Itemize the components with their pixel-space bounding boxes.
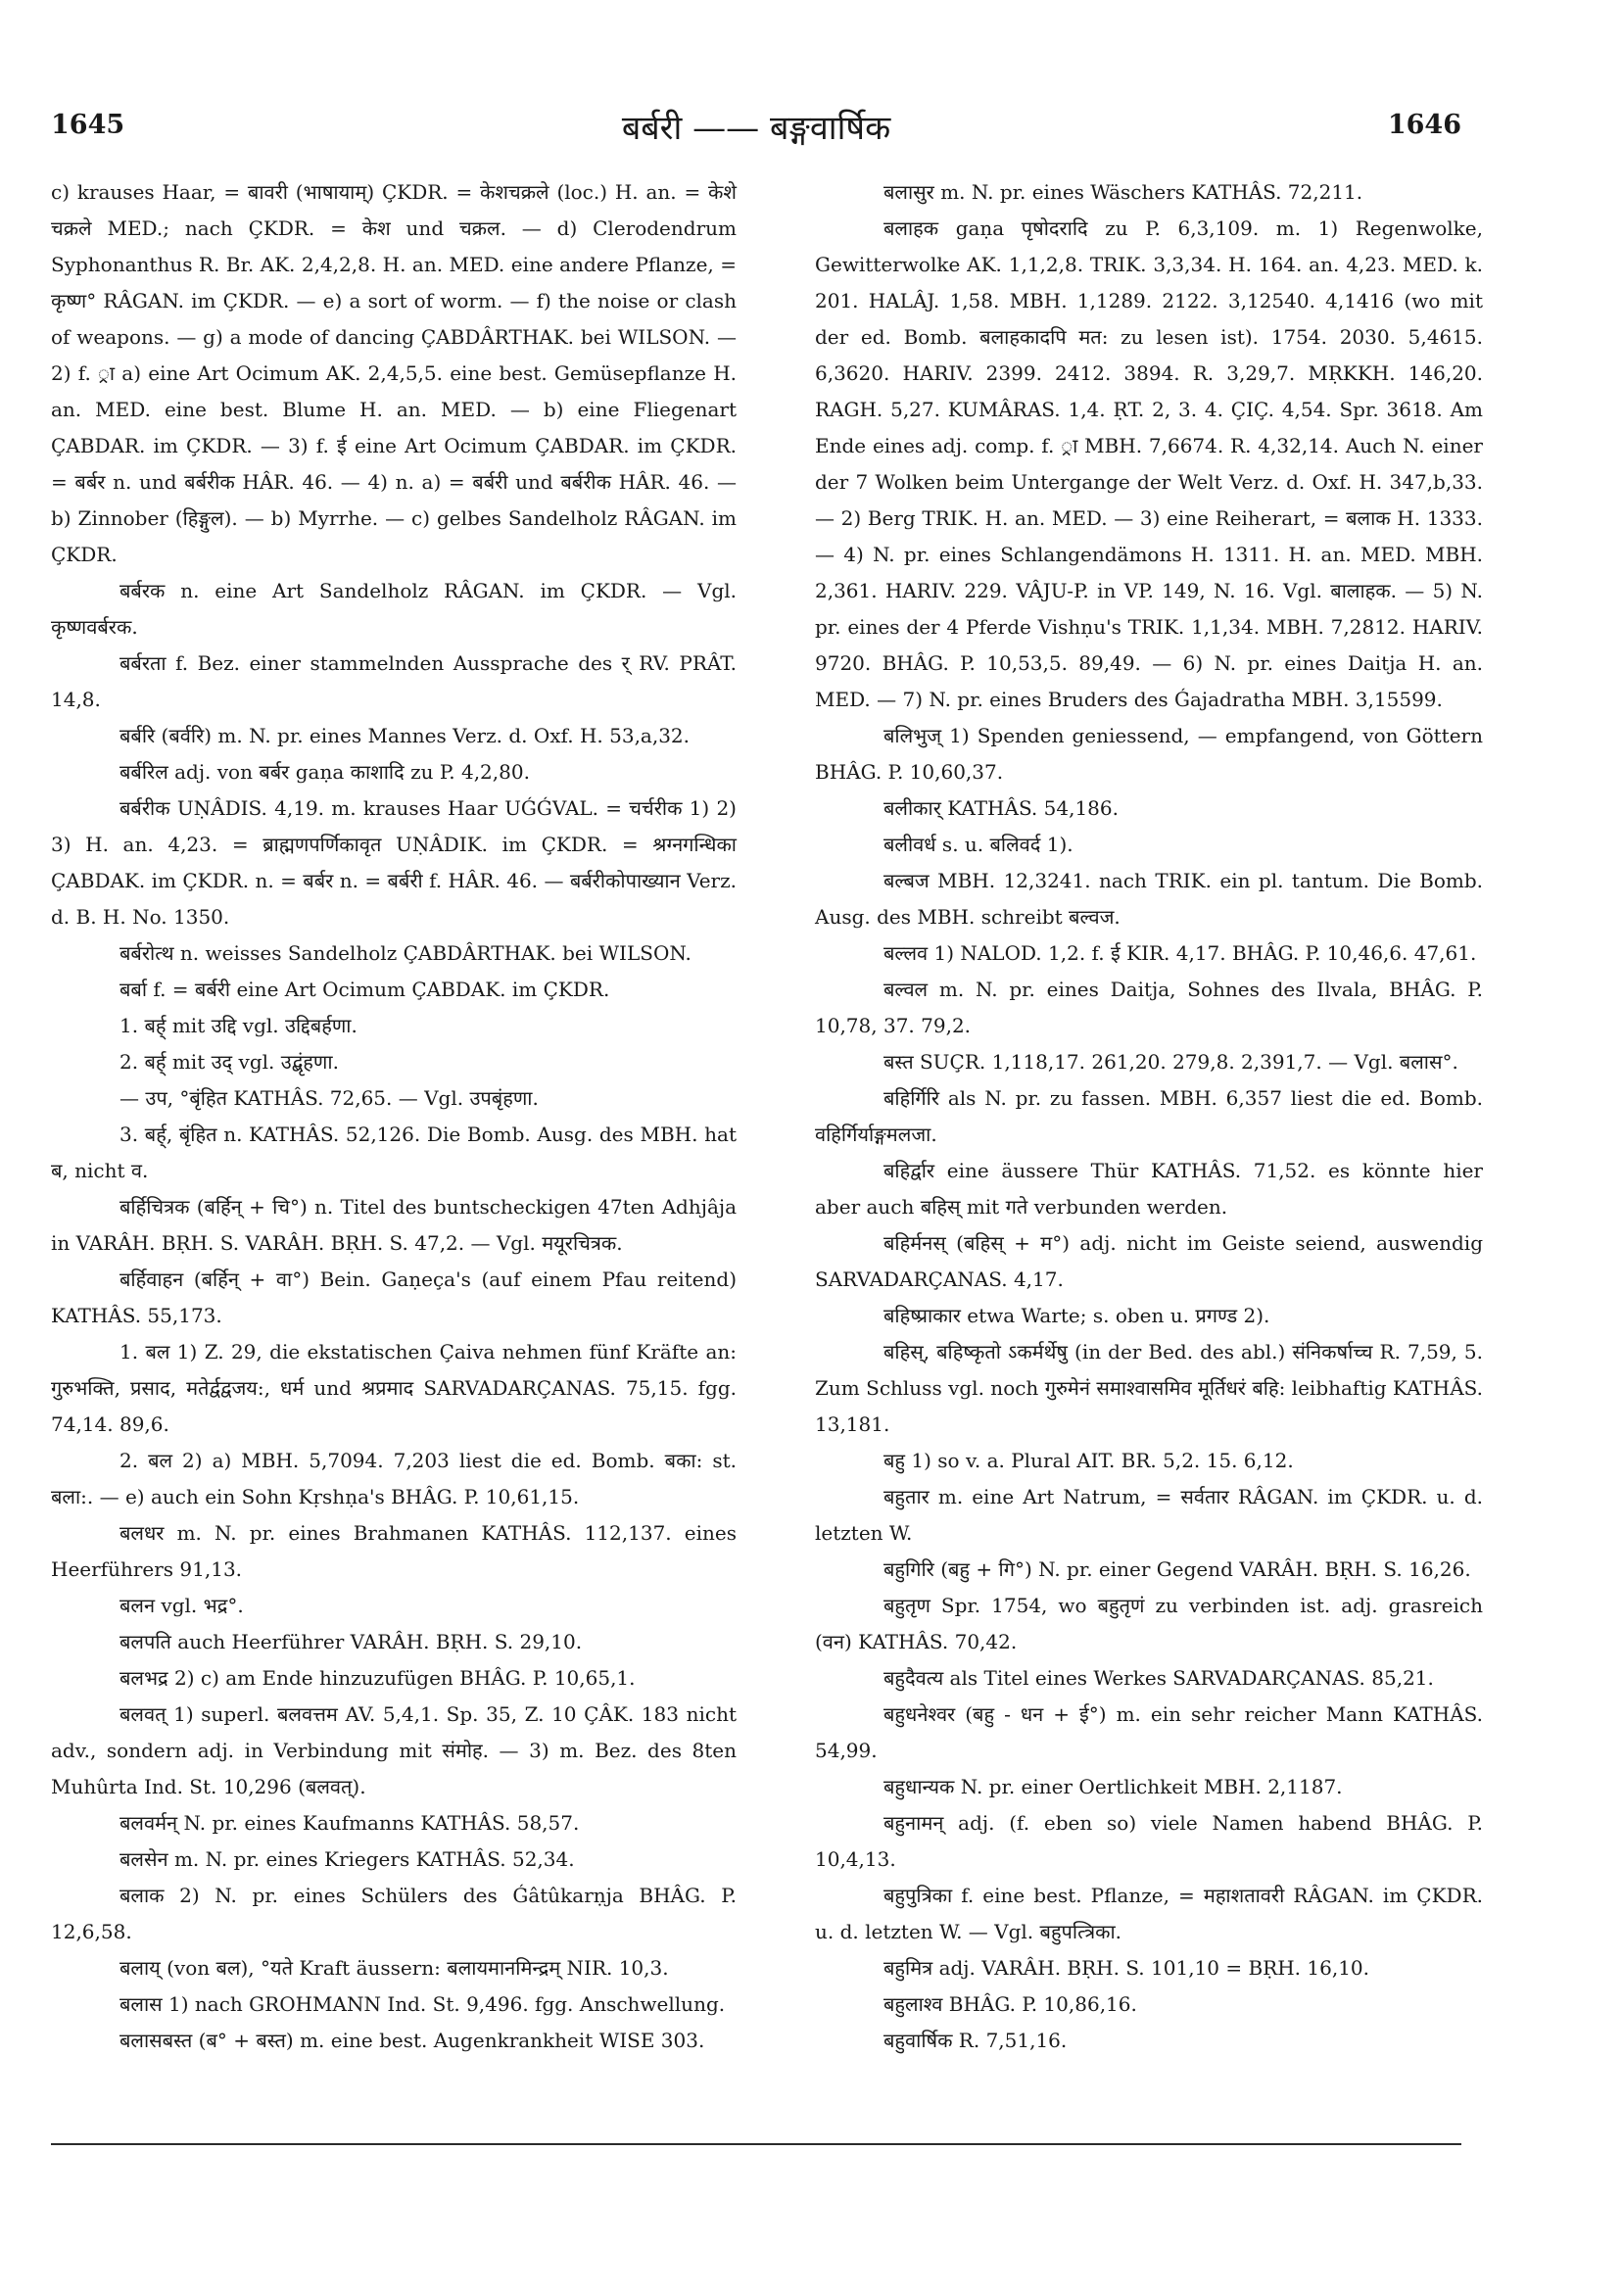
dictionary-entry: बहुनामन् adj. (f. eben so) viele Namen habend BHÂG. P. 10,4,13. — [815, 1811, 1483, 1871]
dictionary-entry: बहुमित्र adj. VARÂH. BṚH. S. 101,10 = BṚH. 16,10. — [883, 1956, 1370, 1980]
dictionary-entry: बल्लव 1) NALOD. 1,2. f. ई KIR. 4,17. BHÂG. P. 10,46,6. 47,61. — [883, 941, 1477, 965]
dictionary-entry: बर्हिवाहन (बर्हिन् + वा°) Bein. Gaṇeça's (auf einem Pfau reitend) KATHÂS. 55,173. — [51, 1268, 737, 1327]
dictionary-entry: बहुतार m. eine Art Natrum, = सर्वतार RÂGAN. im ÇKDR. u. d. letzten W. — [815, 1485, 1483, 1545]
dictionary-entry: बहु 1) so v. a. Plural AIT. BR. 5,2. 15. 6,12. — [883, 1449, 1294, 1472]
dictionary-entry: बलाक 2) N. pr. eines Schülers des Ǵâtûkarṇja BHÂG. P. 12,6,58. — [51, 1884, 737, 1943]
page-header — [51, 110, 1461, 159]
dictionary-entry: बलसेन m. N. pr. eines Kriegers KATHÂS. 52,34. — [119, 1847, 575, 1871]
dictionary-entry: बलभद्र 2) c) am Ende hinzuzufügen BHÂG. P. 10,65,1. — [119, 1666, 636, 1690]
dictionary-entry: बलाय् (von बल), °यते Kraft äussern: बलायमानमिन्द्रम् NIR. 10,3. — [119, 1956, 669, 1980]
dictionary-entry: बल्बज MBH. 12,3241. nach TRIK. ein pl. tantum. Die Bomb. Ausg. des MBH. schreibt बल्वज. — [815, 869, 1483, 929]
dictionary-entry: बलीकार् KATHÂS. 54,186. — [883, 796, 1119, 820]
dictionary-entry: बहिर्द्वार eine äussere Thür KATHÂS. 71,52. es könnte hier aber auch बहिस् mit गते verbunden werden. — [815, 1159, 1483, 1219]
dictionary-entry: बलन vgl. भद्र°. — [119, 1594, 244, 1617]
dictionary-entry: बलाहक gaṇa पृषोदरादि zu P. 6,3,109. m. 1) Regenwolke, Gewitterwolke AK. 1,1,2,8. TRIK. 3,3,34. H. 164. an. 4,23. MED. k. 201. HALÂJ. 1,58. MBH. 1,1289. 2122. 3,12540. 4,1416 (wo mit der ed. Bomb. बलाहकादपि मत: zu lesen ist). 1754. 2030. 5,4615. 6,3620. HARIV. 2399. 2412. 3894. R. 3,29,7. MṚKKH. 146,20. RAGH. 5,27. KUMÂRAS. 1,4. ṚT. 2, 3. 4. ÇIÇ. 4,54. Spr. 3618. Am Ende eines adj. comp. f. ्रा MBH. 7,6674. R. 4,32,14. Auch N. einer der 7 Wolken beim Untergange der Welt Verz. d. Oxf. H. 347,b,33. — 2) Berg TRIK. H. an. MED. — 3) eine Reiherart, = बलाक H. 1333. — 4) N. pr. eines Schlangendämons H. 1311. H. an. MED. MBH. 2,361. HARIV. 229. VÂJU-P. in VP. 149, N. 16. Vgl. बालाहक. — 5) N. pr. eines der 4 Pferde Vishṇu's TRIK. 1,1,34. MBH. 7,2812. HARIV. 9720. BHÂG. P. 10,53,5. 89,49. — 6) N. pr. eines Daitja H. an. MED. — 7) N. pr. eines Bruders des Ǵajadratha MBH. 3,15599. — [815, 216, 1483, 711]
dictionary-entry: बर्बरीक UṆÂDIS. 4,19. m. krauses Haar UǴǴVAL. = चर्चरीक 1) 2) 3) H. an. 4,23. = ब्राह्मणपर्णिकावृत UṆÂDIK. im ÇKDR. = श्रग्नगन्धिका ÇABDAK. im ÇKDR. n. = बर्बर n. = बर्बरी f. HÂR. 46. — बर्बरीकोपाख्यान Verz. d. B. H. No. 1350. — [51, 796, 737, 929]
running-title: बर्बरी —— बङ्गवार्षिक — [621, 109, 891, 148]
dictionary-entry: बलपति auch Heerführer VARÂH. BṚH. S. 29,10. — [119, 1630, 583, 1653]
dictionary-entry: बहुधान्यक N. pr. einer Oertlichkeit MBH. 2,1187. — [883, 1775, 1343, 1798]
dictionary-entry: बर्बा f. = बर्बरी eine Art Ocimum ÇABDAK. im ÇKDR. — [119, 978, 610, 1001]
dictionary-entry: बर्बरक n. eine Art Sandelholz RÂGAN. im ÇKDR. — Vgl. कृष्णवर्बरक. — [51, 579, 737, 639]
page-number-right: 1646 — [1387, 110, 1461, 140]
dictionary-entry: बलवर्मन् N. pr. eines Kaufmanns KATHÂS. 58,57. — [119, 1811, 580, 1835]
dictionary-entry: बर्बरि (बर्वरि) m. N. pr. eines Mannes Verz. d. Oxf. H. 53,a,32. — [119, 724, 691, 747]
dictionary-entry: 1. बर्ह् mit उद्दि vgl. उद्दिबर्हणा. — [119, 1014, 358, 1037]
dictionary-entry: बस्त SUÇR. 1,118,17. 261,20. 279,8. 2,391,7. — Vgl. बलास°. — [883, 1050, 1458, 1074]
dictionary-entry: बहुलाश्व BHÂG. P. 10,86,16. — [883, 1992, 1137, 2016]
dictionary-entry: बलिभुज् 1) Spenden geniessend, — empfangend, von Göttern BHÂG. P. 10,60,37. — [815, 724, 1483, 784]
dictionary-entry: बहुदैवत्य als Titel eines Werkes SARVADARÇANAS. 85,21. — [883, 1666, 1434, 1690]
dictionary-entry: बर्बरोत्थ n. weisses Sandelholz ÇABDÂRTHAK. bei WILSON. — [119, 941, 692, 965]
dictionary-entry: बहिस्, बहिष्कृतो ऽकर्मर्थेषु (in der Bed. des abl.) संनिकर्षाच्च R. 7,59, 5. Zum Schluss vgl. noch गुरुमेनं समाश्वासमिव मूर्तिधरं बहि: leibhaftig KATHÂS. 13,181. — [815, 1340, 1483, 1436]
dictionary-entry: बहिर्गिरि als N. pr. zu fassen. MBH. 6,357 liest die ed. Bomb. वहिर्गिर्याङ्गमलजा. — [815, 1086, 1483, 1146]
dictionary-entry: — उप, °बृंहित KATHÂS. 72,65. — Vgl. उपबृंहणा. — [119, 1086, 539, 1110]
dictionary-entry: बहुधनेश्वर (बहु - धन + ई°) m. ein sehr reicher Mann KATHÂS. 54,99. — [815, 1702, 1483, 1762]
dictionary-entry: 1. बल 1) Z. 29, die ekstatischen Çaiva nehmen fünf Kräfte an: गुरुभक्ति, प्रसाद, मतेर्द्वद्वजय:, धर्म und श्रप्रमाद SARVADARÇANAS. 75,15. fgg. 74,14. 89,6. — [51, 1340, 737, 1436]
footer-rule — [51, 2143, 1461, 2145]
dictionary-entry: बहुवार्षिक R. 7,51,16. — [883, 2029, 1068, 2052]
dictionary-entry: बहुपुत्रिका f. eine best. Pflanze, = महाशतावरी RÂGAN. im ÇKDR. u. d. letzten W. — Vgl. बहुपत्त्रिका. — [815, 1884, 1483, 1943]
dictionary-entry: बल्वल m. N. pr. eines Daitja, Sohnes des Ilvala, BHÂG. P. 10,78, 37. 79,2. — [815, 978, 1483, 1037]
dictionary-entry: बर्हिचित्रक (बर्हिन् + चि°) n. Titel des buntscheckigen 47ten Adhjâja in VARÂH. BṚH. S. VARÂH. BṚH. S. 47,2. — Vgl. मयूरचित्रक. — [51, 1195, 737, 1255]
dictionary-entry: 3. बर्ह्, बृंहित n. KATHÂS. 52,126. Die Bomb. Ausg. des MBH. hat ब, nicht व. — [51, 1123, 737, 1182]
right-column — [815, 174, 1483, 2059]
dictionary-entry: बहुगिरि (बहु + गि°) N. pr. einer Gegend VARÂH. BṚH. S. 16,26. — [883, 1557, 1471, 1581]
dictionary-entry: बर्बरिल adj. von बर्बर gaṇa काशादि zu P. 4,2,80. — [119, 760, 530, 784]
dictionary-entry: बलासुर m. N. pr. eines Wäschers KATHÂS. 72,211. — [883, 180, 1363, 204]
dictionary-entry: c) krauses Haar, = बावरी (भाषायाम्) ÇKDR. = केशचक्रले (loc.) H. an. = केशे चक्रले MED.; nach ÇKDR. = केश und चक्रल. — d) Clerodendrum Syphonanthus R. Br. AK. 2,4,2,8. H. an. MED. eine andere Pflanze, = कृष्ण° RÂGAN. im ÇKDR. — e) a sort of worm. — f) the noise or clash of weapons. — g) a mode of dancing ÇABDÂRTHAK. bei WILSON. — 2) f. ्रा a) eine Art Ocimum AK. 2,4,5,5. eine best. Gemüsepflanze H. an. MED. eine best. Blume H. an. MED. — b) eine Fliegenart ÇABDAR. im ÇKDR. — 3) f. ई eine Art Ocimum ÇABDAR. im ÇKDR. = बर्बर n. und बर्बरीक HÂR. 46. — 4) n. a) = बर्बरी und बर्बरीक HÂR. 46. — b) Zinnober (हिङ्गुल). — b) Myrrhe. — c) gelbes Sandelholz RÂGAN. im ÇKDR. — [51, 180, 737, 566]
dictionary-entry: बलास 1) nach GROHMANN Ind. St. 9,496. fgg. Anschwellung. — [119, 1992, 726, 2016]
dictionary-entry: बलवत् 1) superl. बलवत्तम AV. 5,4,1. Sp. 35, Z. 10 ÇÂK. 183 nicht adv., sondern adj. in Verbindung mit संमोह. — 3) m. Bez. des 8ten Muhûrta Ind. St. 10,296 (बलवत्). — [51, 1702, 737, 1798]
dictionary-entry: बहिष्प्राकार etwa Warte; s. oben u. प्रगण्ड 2). — [883, 1304, 1270, 1327]
dictionary-entry: बलासबस्त (ब° + बस्त) m. eine best. Augenkrankheit WISE 303. — [119, 2029, 705, 2052]
dictionary-entry: 2. बल 2) a) MBH. 5,7094. 7,203 liest die ed. Bomb. बका: st. बला:. — e) auch ein Sohn Kṛshṇa's BHÂG. P. 10,61,15. — [51, 1449, 737, 1508]
dictionary-entry: बलीवर्ध s. u. बलिवर्द 1). — [883, 833, 1073, 856]
dictionary-entry: 2. बर्ह् mit उद् vgl. उद्बृंहणा. — [119, 1050, 339, 1074]
dictionary-entry: बर्बरता f. Bez. einer stammelnden Aussprache des र् RV. PRÂT. 14,8. — [51, 651, 737, 711]
dictionary-entry: बहिर्मनस् (बहिस् + म°) adj. nicht im Geiste seiend, auswendig SARVADARÇANAS. 4,17. — [815, 1231, 1483, 1291]
left-column — [51, 174, 737, 2059]
dictionary-entry: बलधर m. N. pr. eines Brahmanen KATHÂS. 112,137. eines Heerführers 91,13. — [51, 1521, 737, 1581]
page-number-left: 1645 — [51, 110, 125, 140]
dictionary-entry: बहुतृण Spr. 1754, wo बहुतृणं zu verbinden ist. adj. grasreich (वन) KATHÂS. 70,42. — [815, 1594, 1483, 1653]
